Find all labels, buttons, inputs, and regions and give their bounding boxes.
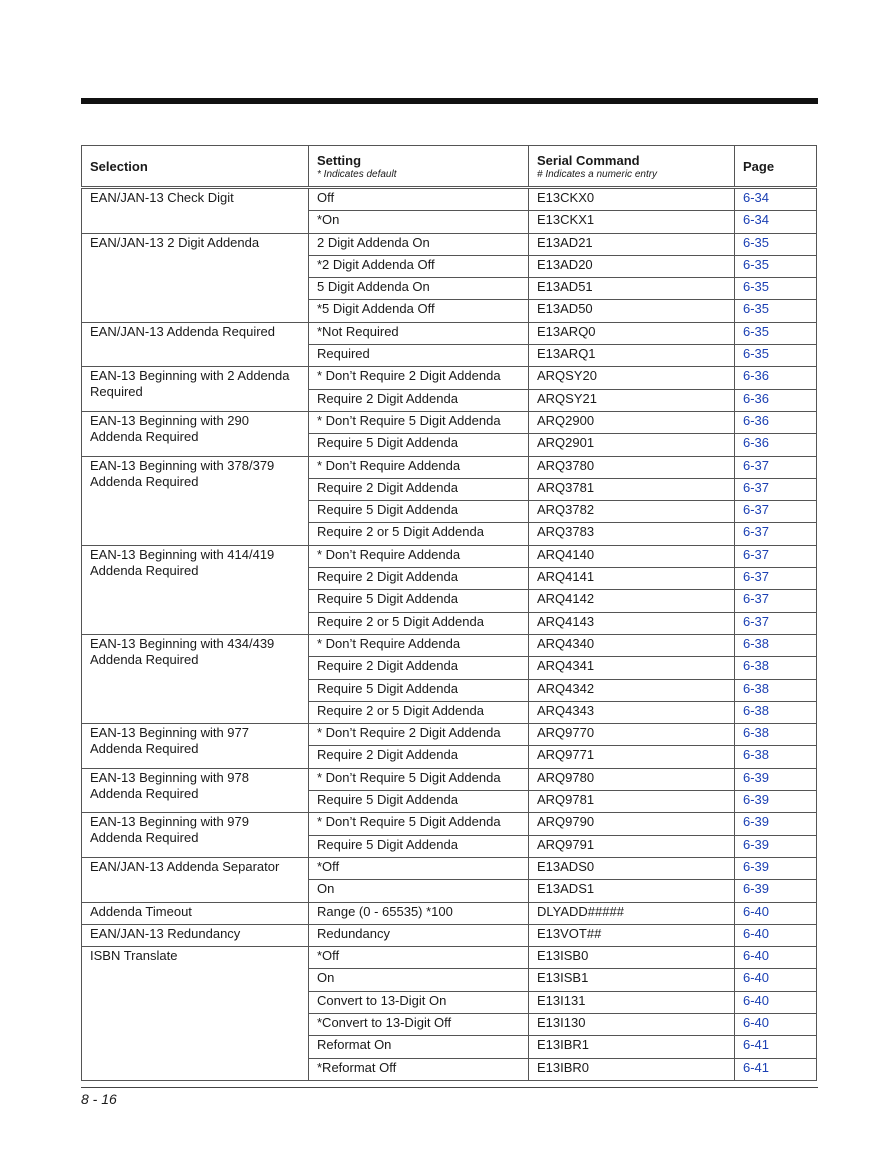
page-link[interactable]: 6-35 [735,345,817,367]
serial-command-cell: ARQ4141 [529,568,735,590]
table-row [82,322,817,344]
setting-cell: *2 Digit Addenda Off [309,255,529,277]
serial-command-cell: ARQ4143 [529,612,735,634]
setting-cell: *Convert to 13-Digit Off [309,1013,529,1035]
serial-command-cell: E13CKX1 [529,211,735,233]
serial-command-cell: ARQ4342 [529,679,735,701]
selection-cell: EAN-13 Beginning with 977 Addenda Required [82,724,309,769]
serial-command-table [81,145,817,1081]
page-link[interactable]: 6-37 [735,523,817,545]
table-row [82,857,817,879]
setting-cell: * Don’t Require Addenda [309,634,529,656]
page-link[interactable]: 6-39 [735,768,817,790]
serial-command-cell: E13I131 [529,991,735,1013]
setting-cell: Require 2 Digit Addenda [309,746,529,768]
header-setting-note: * Indicates default [317,168,397,180]
selection-cell: Addenda Timeout [82,902,309,924]
serial-command-cell: E13VOT## [529,924,735,946]
selection-cell: ISBN Translate [82,947,309,1081]
selection-cell: EAN/JAN-13 Redundancy [82,924,309,946]
serial-command-cell: E13ADS1 [529,880,735,902]
page-link[interactable]: 6-39 [735,880,817,902]
table-row [82,634,817,656]
selection-cell: EAN-13 Beginning with 414/419 Addenda Required [82,545,309,634]
table-body [82,188,817,1081]
setting-cell: * Don’t Require 2 Digit Addenda [309,367,529,389]
page-number: 8 - 16 [81,1091,117,1107]
setting-cell: * Don’t Require 2 Digit Addenda [309,724,529,746]
page-link[interactable]: 6-40 [735,991,817,1013]
page-link[interactable]: 6-41 [735,1058,817,1080]
table-row [82,924,817,946]
selection-cell: EAN-13 Beginning with 979 Addenda Required [82,813,309,858]
setting-cell: * Don’t Require Addenda [309,456,529,478]
serial-command-cell: ARQ3781 [529,478,735,500]
footer-rule [81,1087,818,1088]
page-link[interactable]: 6-36 [735,411,817,433]
page-link[interactable]: 6-35 [735,278,817,300]
setting-cell: Redundancy [309,924,529,946]
selection-cell: EAN/JAN-13 Check Digit [82,188,309,234]
serial-command-cell: ARQ2901 [529,434,735,456]
header-page [735,146,817,188]
serial-command-cell: ARQ4341 [529,657,735,679]
serial-command-cell: ARQ2900 [529,411,735,433]
table-row [82,411,817,433]
setting-cell: Require 5 Digit Addenda [309,590,529,612]
table-row [82,768,817,790]
page-link[interactable]: 6-35 [735,255,817,277]
setting-cell: Required [309,345,529,367]
serial-command-cell: ARQ9780 [529,768,735,790]
page-link[interactable]: 6-35 [735,300,817,322]
setting-cell: Require 5 Digit Addenda [309,791,529,813]
serial-command-cell: E13CKX0 [529,188,735,211]
setting-cell: Require 5 Digit Addenda [309,434,529,456]
page-link[interactable]: 6-38 [735,746,817,768]
header-page-label: Page [743,158,775,174]
selection-cell: EAN-13 Beginning with 378/379 Addenda Required [82,456,309,545]
setting-cell: *On [309,211,529,233]
table-row [82,724,817,746]
setting-cell: On [309,880,529,902]
page-link[interactable]: 6-39 [735,813,817,835]
page-link[interactable]: 6-39 [735,857,817,879]
setting-cell: *Off [309,947,529,969]
page-link[interactable]: 6-36 [735,367,817,389]
header-serial-note: # Indicates a numeric entry [537,168,658,180]
serial-command-cell: ARQSY21 [529,389,735,411]
serial-command-cell: E13AD21 [529,233,735,255]
serial-command-cell: ARQ3783 [529,523,735,545]
page-link[interactable]: 6-40 [735,947,817,969]
page-link[interactable]: 6-40 [735,1013,817,1035]
header-setting [309,146,529,188]
setting-cell: 2 Digit Addenda On [309,233,529,255]
serial-command-cell: E13I130 [529,1013,735,1035]
page-link[interactable]: 6-36 [735,389,817,411]
setting-cell: * Don’t Require 5 Digit Addenda [309,813,529,835]
header-selection [82,146,309,188]
setting-cell: *Not Required [309,322,529,344]
serial-command-cell: ARQ4140 [529,545,735,567]
page-link[interactable]: 6-39 [735,791,817,813]
setting-cell: 5 Digit Addenda On [309,278,529,300]
serial-command-cell: ARQ9781 [529,791,735,813]
table-row [82,545,817,567]
page-link[interactable]: 6-37 [735,545,817,567]
serial-command-cell: ARQ3780 [529,456,735,478]
page-link[interactable]: 6-40 [735,969,817,991]
selection-cell: EAN-13 Beginning with 434/439 Addenda Required [82,634,309,723]
setting-cell: *Off [309,857,529,879]
table-row [82,947,817,969]
setting-cell: Reformat On [309,1036,529,1058]
serial-command-cell: E13IBR1 [529,1036,735,1058]
table-row [82,902,817,924]
selection-cell: EAN/JAN-13 Addenda Required [82,322,309,367]
setting-cell: Require 5 Digit Addenda [309,835,529,857]
page-link[interactable]: 6-37 [735,501,817,523]
setting-cell: * Don’t Require 5 Digit Addenda [309,768,529,790]
setting-cell: *Reformat Off [309,1058,529,1080]
setting-cell: Require 2 Digit Addenda [309,657,529,679]
page-link[interactable]: 6-40 [735,902,817,924]
page-link[interactable]: 6-40 [735,924,817,946]
setting-cell: Require 2 Digit Addenda [309,389,529,411]
table-row [82,188,817,211]
page-link[interactable]: 6-34 [735,188,817,211]
page-link[interactable]: 6-38 [735,634,817,656]
setting-cell: Convert to 13-Digit On [309,991,529,1013]
setting-cell: Require 5 Digit Addenda [309,679,529,701]
serial-command-cell: ARQ4343 [529,701,735,723]
header-serial-label: Serial Command [537,152,640,168]
setting-cell: Require 2 or 5 Digit Addenda [309,612,529,634]
serial-command-cell: E13ISB0 [529,947,735,969]
table-row [82,367,817,389]
table-header-row [82,146,817,188]
serial-command-cell: E13AD50 [529,300,735,322]
page-link[interactable]: 6-38 [735,701,817,723]
selection-cell: EAN/JAN-13 Addenda Separator [82,857,309,902]
header-rule [81,98,818,104]
serial-command-cell: E13ADS0 [529,857,735,879]
selection-cell: EAN/JAN-13 2 Digit Addenda [82,233,309,322]
header-selection-label: Selection [90,158,148,174]
page-link[interactable]: 6-35 [735,233,817,255]
page-link[interactable]: 6-37 [735,478,817,500]
serial-command-cell: ARQ4142 [529,590,735,612]
serial-command-cell: E13IBR0 [529,1058,735,1080]
table-row [82,456,817,478]
setting-cell: *5 Digit Addenda Off [309,300,529,322]
setting-cell: Require 2 or 5 Digit Addenda [309,701,529,723]
setting-cell: Require 5 Digit Addenda [309,501,529,523]
serial-command-cell: E13AD20 [529,255,735,277]
setting-cell: Require 2 Digit Addenda [309,568,529,590]
serial-command-cell: ARQ9770 [529,724,735,746]
setting-cell: On [309,969,529,991]
page-link[interactable]: 6-35 [735,322,817,344]
setting-cell: * Don’t Require Addenda [309,545,529,567]
serial-command-cell: DLYADD##### [529,902,735,924]
serial-command-cell: ARQ3782 [529,501,735,523]
serial-command-cell: E13ARQ0 [529,322,735,344]
page-link[interactable]: 6-37 [735,590,817,612]
page-link[interactable]: 6-38 [735,724,817,746]
serial-command-cell: E13ARQ1 [529,345,735,367]
serial-command-cell: ARQ9791 [529,835,735,857]
page-link[interactable]: 6-37 [735,612,817,634]
page-link[interactable]: 6-38 [735,679,817,701]
serial-command-cell: ARQ4340 [529,634,735,656]
selection-cell: EAN-13 Beginning with 2 Addenda Required [82,367,309,412]
page-link[interactable]: 6-36 [735,434,817,456]
selection-cell: EAN-13 Beginning with 978 Addenda Required [82,768,309,813]
page-link[interactable]: 6-37 [735,456,817,478]
table-row [82,813,817,835]
setting-cell: Require 2 Digit Addenda [309,478,529,500]
header-serial-command [529,146,735,188]
page-link[interactable]: 6-38 [735,657,817,679]
header-setting-label: Setting [317,152,362,168]
serial-command-cell: E13ISB1 [529,969,735,991]
setting-cell: * Don’t Require 5 Digit Addenda [309,411,529,433]
table-row [82,233,817,255]
serial-command-cell: ARQSY20 [529,367,735,389]
page-link[interactable]: 6-37 [735,568,817,590]
setting-cell: Off [309,188,529,211]
setting-cell: Range (0 - 65535) *100 [309,902,529,924]
setting-cell: Require 2 or 5 Digit Addenda [309,523,529,545]
page-link[interactable]: 6-34 [735,211,817,233]
page-link[interactable]: 6-39 [735,835,817,857]
selection-cell: EAN-13 Beginning with 290 Addenda Required [82,411,309,456]
serial-command-cell: E13AD51 [529,278,735,300]
serial-command-cell: ARQ9790 [529,813,735,835]
page-link[interactable]: 6-41 [735,1036,817,1058]
serial-command-cell: ARQ9771 [529,746,735,768]
